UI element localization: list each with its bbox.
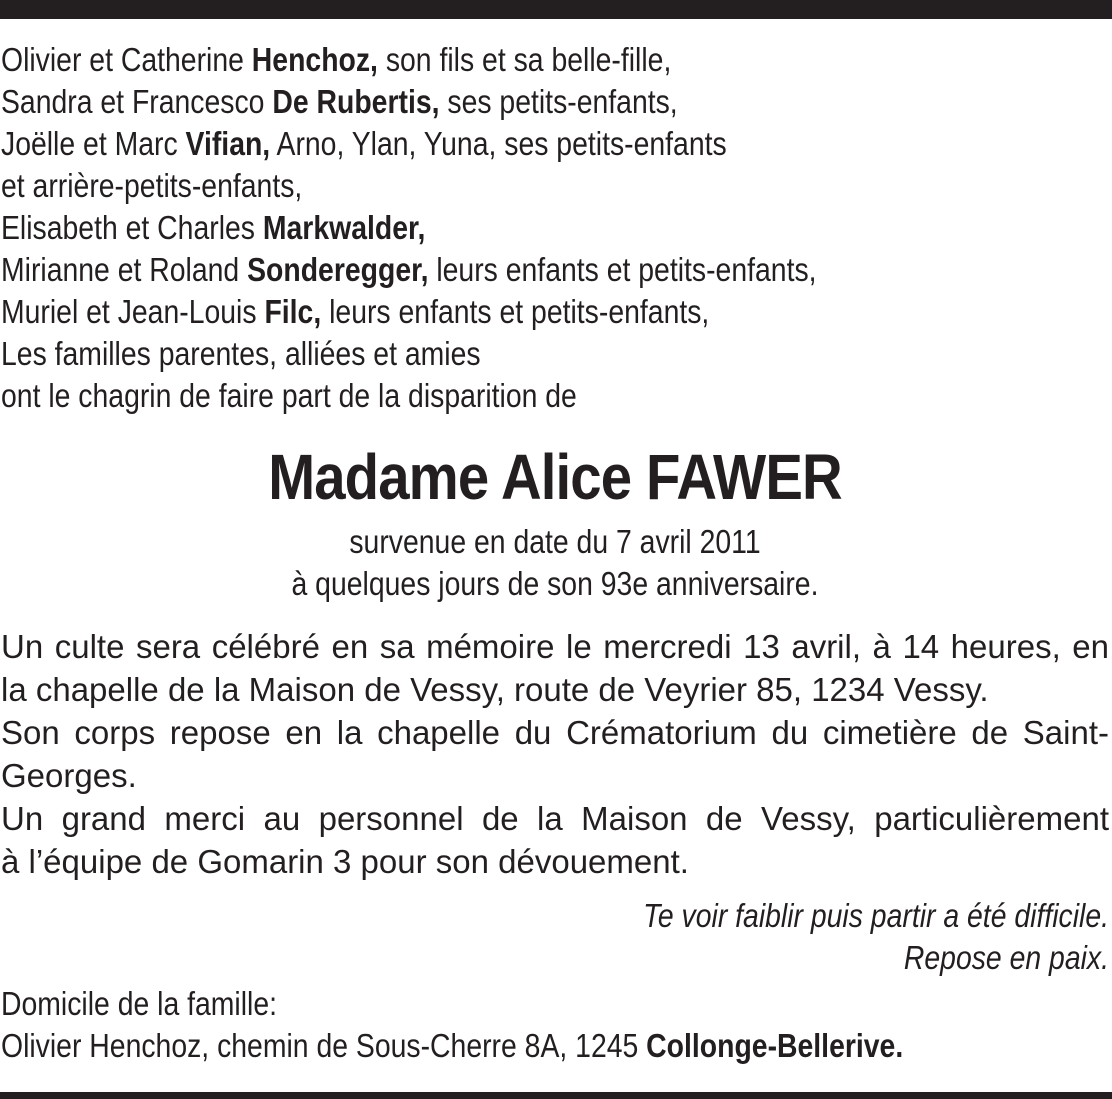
ceremony-line: la chapelle de la Maison de Vessy, route de Veyrier 85, 1234 Vessy. <box>1 671 989 708</box>
family-line: Joëlle et Marc Vifian, Arno, Ylan, Yuna, ses petits-enfants <box>1 125 727 162</box>
domicile-label: Domicile de la famille: <box>1 985 278 1022</box>
domicile-address: Olivier Henchoz, chemin de Sous-Cherre 8A, 1245 Collonge-Bellerive. <box>1 1027 904 1064</box>
notice-content <box>1 39 1109 1067</box>
family-line: ont le chagrin de faire part de la disparition de <box>1 377 577 414</box>
quote-line: Repose en paix. <box>903 939 1109 976</box>
family-line: Les familles parentes, alliées et amies <box>1 335 481 372</box>
thanks-line: à l’équipe de Gomarin 3 pour son dévouement. <box>1 843 689 880</box>
family-domicile <box>1 983 1109 1067</box>
family-line: Elisabeth et Charles Markwalder, <box>1 209 426 246</box>
ceremony-line: Un culte sera célébré en sa mémoire le mercredi 13 avril, à 14 heures, en <box>1 628 1109 665</box>
date-line: survenue en date du 7 avril 2011 <box>349 523 761 560</box>
ceremony-paragraphs <box>1 625 1109 883</box>
family-list <box>1 39 1109 417</box>
quote-line: Te voir faiblir puis partir a été difficile. <box>643 897 1109 934</box>
ceremony-line: Georges. <box>1 757 137 794</box>
family-line: Muriel et Jean-Louis Filc, leurs enfants et petits-enfants, <box>1 293 710 330</box>
bottom-rule <box>0 1092 1112 1099</box>
date-block <box>1 521 1109 605</box>
deceased-name: Madame Alice FAWER <box>268 441 842 513</box>
top-rule <box>0 0 1112 19</box>
ceremony-line: Son corps repose en la chapelle du Crématorium du cimetière de Saint- <box>1 714 1109 751</box>
thanks-line: Un grand merci au personnel de la Maison de Vessy, particulièrement <box>1 800 1109 837</box>
family-line: Sandra et Francesco De Rubertis, ses petits-enfants, <box>1 83 678 120</box>
family-line: Olivier et Catherine Henchoz, son fils et sa belle-fille, <box>1 41 672 78</box>
age-line: à quelques jours de son 93e anniversaire. <box>291 565 819 602</box>
family-line: Mirianne et Roland Sonderegger, leurs enfants et petits-enfants, <box>1 251 817 288</box>
closing-quote <box>1 895 1109 979</box>
family-line: et arrière-petits-enfants, <box>1 167 303 204</box>
